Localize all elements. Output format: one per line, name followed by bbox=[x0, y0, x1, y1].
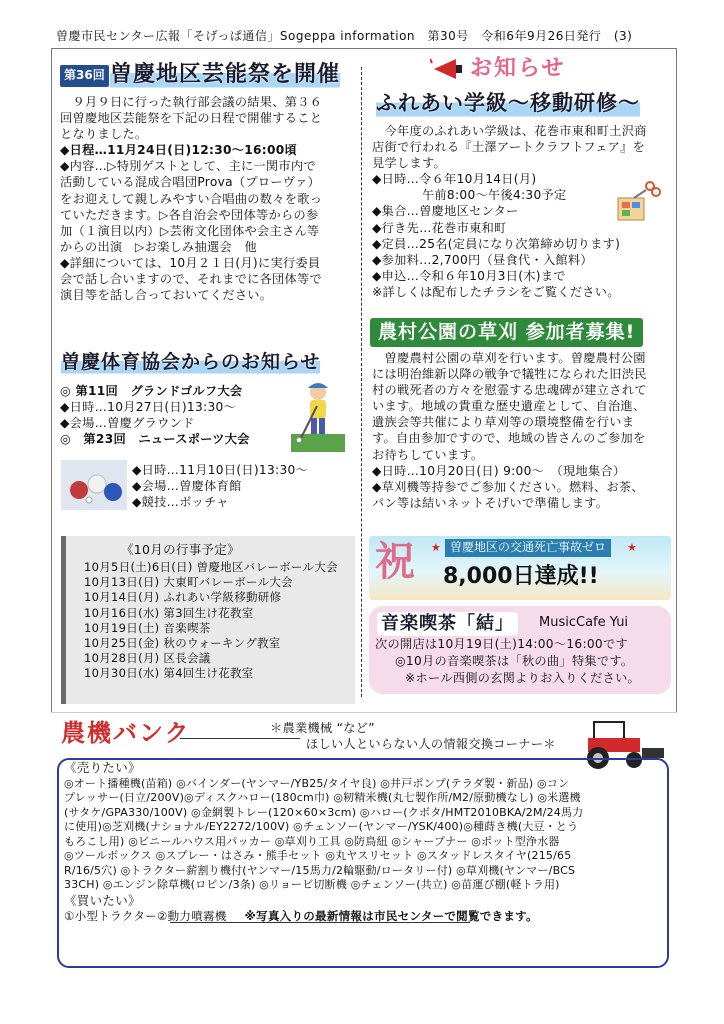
oshirase-label: お知らせ bbox=[470, 56, 566, 81]
text-line: ◆申込…令和６年10月3日(木)まで bbox=[372, 268, 566, 283]
event-item: 10月30日(水) 第4回生け花教室 bbox=[84, 666, 254, 681]
text-line: ◆日程…11月24日(日)12:30～16:00頃 bbox=[60, 143, 298, 158]
text-line: ※詳しくは配布したチラシをご覧ください。 bbox=[372, 284, 620, 299]
text-line: 午前8:00～午後4:30予定 bbox=[372, 188, 567, 203]
boccia-photo bbox=[61, 460, 127, 510]
text-line: ◆行き先…花巻市東和町 bbox=[372, 220, 507, 235]
event-item: 10月19日(土) 音楽喫茶 bbox=[84, 620, 211, 635]
text-line: ◆会場…曽慶グラウンド bbox=[60, 416, 195, 431]
text-line: ◎10月の音楽喫茶は「秋の曲」特集です。 bbox=[395, 654, 634, 668]
event-item: 10月5日(土)6日(日) 曽慶地区バレーボール大会 bbox=[84, 560, 338, 574]
text-line: には明治維新以降の戦争で犠牲になられた旧渋民 bbox=[372, 367, 647, 382]
divider bbox=[180, 738, 300, 739]
koutsu-kanji: 祝 bbox=[375, 539, 415, 585]
text-line: 次の開店は10月19日(土)14:00～16:00です bbox=[375, 637, 628, 651]
cafe-box bbox=[369, 606, 671, 694]
text-line: ９月９日に行った執行部会議の結果、第３６ bbox=[60, 95, 323, 109]
text-line: 村の戦死者の方々を慰霊する忠魂碑が建立されて bbox=[372, 383, 647, 398]
taiiku-title: 曽慶体育協会からのお知らせ bbox=[61, 350, 320, 375]
text-line: ◆参加料…2,700円（昼食代・入館料） bbox=[372, 252, 593, 267]
text-line: ※ホール西側の玄関よりお入りください。 bbox=[405, 671, 641, 685]
buy-note: ※写真入りの最新情報は市民センターで閲覧できます。 bbox=[244, 909, 538, 924]
text-line: います。地域の貴重な歴史遺産として、自治進、 bbox=[372, 399, 646, 414]
divider bbox=[170, 922, 470, 923]
sell-line: ◎オート播種機(苗箱) ◎バインダー(ヤンマー/YB25/タイヤ良) ◎井戸ポンプ(テラダ製・新品) ◎コン bbox=[64, 776, 570, 790]
sell-line: R/16/5穴) ◎トラクター薪割り機付(ヤンマー/15馬力/2輪駆動/ロータリー付) ◎草刈機(ヤンマー/BCS bbox=[64, 863, 576, 877]
text-line: からの出演 ▷お楽しみ抽選会 他 bbox=[60, 239, 257, 254]
buy-heading: 《買いたい》 bbox=[64, 892, 141, 908]
star-icon: ★ bbox=[627, 541, 637, 554]
text-line: ◆日時…令６年10月14日(月) bbox=[372, 172, 537, 187]
event-item: 10月16日(水) 第3回生け花教室 bbox=[84, 605, 254, 620]
event-item: 10月13日(日) 大東町バレーボール大会 bbox=[84, 575, 293, 590]
text-line: ◆定員…25名(定員になり次第締め切ります) bbox=[372, 236, 621, 251]
events-list bbox=[84, 560, 338, 681]
koutsu-banner bbox=[369, 536, 671, 600]
geinousai-body bbox=[60, 94, 352, 303]
text-line: す。自由参加ですので、地域の皆さんのご参加を bbox=[372, 431, 646, 446]
text-line: ◆競技…ボッチャ bbox=[132, 495, 229, 510]
text-line: ◆草刈機等持参でご参加ください。燃料、お茶、 bbox=[372, 479, 644, 494]
buy-items: ①小型トラクター②動力噴霧機 bbox=[64, 909, 227, 924]
event-item: 10月25日(金) 秋のウォーキング教室 bbox=[84, 635, 281, 650]
text-line: 加（１演目以内）▷芸術文化団体や会主さん等 bbox=[60, 223, 320, 238]
boccia-balls-icon bbox=[61, 460, 127, 510]
bank-body bbox=[64, 760, 664, 924]
page-header: 曽慶市民センター広報「そげっぱ通信」Sogeppa information 第30号 令和6年9月26日発行 (3) bbox=[56, 29, 633, 43]
koutsu-big: 8,000日達成!! bbox=[443, 564, 599, 589]
sell-line: もろこし用) ◎ビニールハウス用パッカー ◎草刈り工具 ◎防鳥紐 ◎シャープナー ◎ポット型浄水器 bbox=[64, 834, 560, 848]
text-line: お待ちしています。 bbox=[372, 447, 484, 462]
column-divider bbox=[361, 67, 362, 697]
star-icon: ★ bbox=[431, 541, 441, 554]
text-line: ◆日時…10月20日(日) 9:00～ （現地集合） bbox=[372, 463, 626, 478]
cafe-sub: MusicCafe Yui bbox=[539, 615, 629, 630]
text-line: 遺族会等共催により草刈等の環境整備を行いま bbox=[372, 415, 635, 430]
geinousai-title: 曽慶地区芸能祭を開催 bbox=[110, 60, 340, 89]
text-line: ◆内容…▷特別ゲストとして、主に一関市内で bbox=[60, 159, 316, 174]
text-line: 曽慶農村公園の草刈を行います。曽慶農村公園 bbox=[372, 351, 646, 365]
taiiku-body bbox=[60, 383, 290, 447]
event-item: 10月14日(月) ふれあい学級移動研修 bbox=[84, 590, 282, 605]
text-line: ◎ 第23回 ニュースポーツ大会 bbox=[60, 432, 250, 447]
koutsu-banner-text: 曽慶地区の交通死亡事故ゼロ bbox=[445, 539, 611, 557]
events-box bbox=[61, 536, 355, 704]
kusakari-body bbox=[372, 350, 668, 511]
sell-line: (サタケ/GPA330/100V) ◎金網製トレー(120×60×3cm) ◎ハロー(クボタ/HMT2010BKA/2M/24馬力 bbox=[64, 805, 584, 819]
events-title: 《10月の行事予定》 bbox=[121, 542, 240, 557]
cafe-title: 音楽喫茶「結」 bbox=[377, 612, 518, 636]
bank-title: 農機バンク bbox=[61, 719, 191, 747]
fureai-title: ふれあい学級～移動研修～ bbox=[376, 90, 640, 118]
bank-note2: ほしい人といらない人の情報交換コーナー＊ bbox=[306, 737, 556, 751]
text-line: ◆詳細については、10月２１日(月)に実行委員 bbox=[60, 255, 321, 270]
text-line: 見学します。 bbox=[372, 156, 446, 171]
geinousai-heading bbox=[60, 58, 350, 92]
text-line: 会で話し合いますので、それまでに各団体等で bbox=[60, 272, 322, 287]
text-line: となりました。 bbox=[60, 127, 148, 142]
text-line: をお迎えして親しみやすい合唱曲の数々を歌っ bbox=[60, 191, 323, 206]
text-line: 今年度のふれあい学級は、花巻市東和町土沢商 bbox=[372, 124, 647, 138]
bank-note1: ＊農業機械 “など” bbox=[270, 721, 375, 735]
megaphone-icon bbox=[430, 55, 466, 83]
text-line: 回曽慶地区芸能祭を下記の日程で開催すること bbox=[60, 111, 323, 126]
text-line: 店街で行われる『土澤アートクラフトフェア』を bbox=[372, 140, 646, 155]
text-line: ていただきます。▷各自治会や団体等からの参 bbox=[60, 207, 319, 222]
golfer-illustration bbox=[287, 378, 349, 454]
text-line: 活動している混成合唱団Prova（プローヴァ） bbox=[60, 175, 321, 190]
craft-scissors-icon bbox=[612, 176, 662, 226]
taiiku-sub-body bbox=[132, 462, 332, 510]
text-line: ◆集合…曽慶地区センター bbox=[372, 204, 519, 219]
text-line: ◆日時…10月27日(日)13:30～ bbox=[60, 400, 237, 415]
sell-line: ◎ツールボックス ◎スプレー・はさみ・熊手セット ◎丸ヤスリセット ◎スタッドレスタイヤ(215/65 bbox=[64, 849, 572, 863]
geinousai-badge: 第36回 bbox=[60, 65, 109, 87]
text-line: パン等は結いネットそげいで準備します。 bbox=[372, 495, 609, 510]
text-line: ◆会場…曽慶体育館 bbox=[132, 479, 242, 494]
sell-heading: 《売りたい》 bbox=[64, 760, 141, 775]
kusakari-title: 農村公園の草刈 参加者募集! bbox=[370, 318, 643, 347]
event-item: 10月28日(月) 区長会議 bbox=[84, 651, 211, 666]
sell-line: 33CH) ◎エンジン除草機(ロビン/3条) ◎リョービ切断機 ◎チェンソー(共立) ◎苗運び棚(軽トラ用) bbox=[64, 878, 560, 892]
text-line: ◆日時…11月10日(日)13:30～ bbox=[132, 463, 309, 477]
text-line: ◎ 第11回 グランドゴルフ大会 bbox=[60, 384, 243, 398]
text-line: 演目等を話し合っておいてください。 bbox=[60, 288, 273, 303]
sell-line: プレッサー(日立/200V)◎ディスクハロー(180cm巾) ◎籾精米機(丸七製作所/M2/原動機なし) ◎米選機 bbox=[64, 791, 581, 805]
sell-line: に使用)◎芝刈機(ナショナル/EY2272/100V) ◎チェンソー(ヤンマー/YSK/400)◎種蒔き機(大豆・とう bbox=[64, 820, 579, 834]
